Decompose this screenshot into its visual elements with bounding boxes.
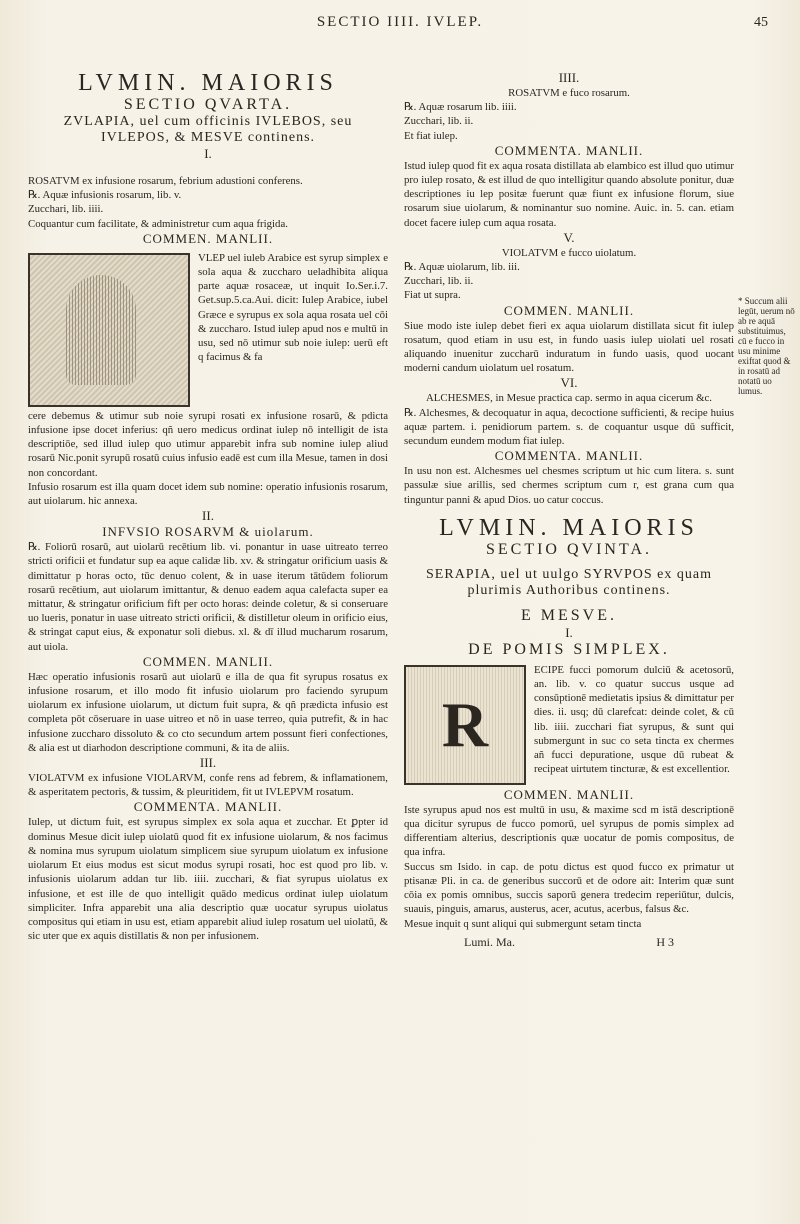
initial-letter: R (441, 688, 489, 760)
paragraph: VIOLATVM ex infusione VIOLARVM, confe rens ad febrem, & inflamationem, & asperitatem pectoris, & tussim, & pleuritidem, fit ut IVLEPVM rosatum. (28, 772, 388, 799)
entry-number: II. (202, 508, 214, 524)
paragraph: ℞. Aquæ rosarum lib. iiii. (404, 101, 517, 114)
paragraph: In usu non est. Alchesmes uel chesmes scriptum ut hic cum litera. s. sunt passulæ siue arillis, sed chermes scriptum cum r, est grana cum qua tinguntur panni & apud Dios. uo catur coccus. (404, 465, 734, 506)
paragraph: Zucchari, lib. ii. (404, 275, 474, 288)
section-desc-1: ZVLAPIA, uel cum officinis IVLEBOS, seu (63, 114, 353, 129)
right-column (404, 70, 734, 950)
folio-number: 45 (754, 15, 768, 30)
paragraph: Hæc operatio infusionis rosarū aut uiolarū e illa de qua fit syrupus rosatus ex infusione rosarum, et illo modo fit infusio uiolarum pro faciendo syrupum uiolarum ex infusione uiolarum, ut dictum fuit supra, & qñ prædicta infusio est completa pōt cōseruare in uase uitreo et nō in uase terreo, quia putrefit, & in hac infusione zuccharo dissoluto & co cto secundum artem possunt fieri confectiones, & alia est ut diarhodon descriptione communi, & ita de aliis. (28, 670, 388, 754)
recipe-heading: DE POMIS SIMPLEX. (468, 640, 670, 658)
paragraph: ECIPE fucci pomorum dulciū & acetosorū, an. lib. v. co quatur succus usque ad consūptionē medietatis ipsius & dimittatur per dies. ii. usq; dū clarefcat: deinde colet, & cū lib. iiii. zucchari fiat syrupus, & sunt qui submergunt in suc co seta tincta ex chermes añ fucci depuratione, usque dū rubeat & recipeat uirtutem tincturæ, & est excellentior. (534, 663, 735, 776)
section-title-main: LVMIN. MAIORIS (78, 70, 338, 96)
paragraph: Coquantur cum facilitate, & administretur cum aqua frigida. (28, 217, 288, 230)
commentary-heading: COMMEN. MANLII. (503, 786, 635, 802)
commentary-heading: COMMEN. MANLII. (142, 230, 274, 246)
woodcut-illustration (28, 253, 190, 407)
paragraph: cere debemus & utimur sub noie syrupi rosati ex infusione rosarū, & pdicta infusione ipse docet inferius: qñ uero medicus ordinat iulep nō intelligit de ista descriptiōe, sed illud iulep quo utimur apparebit infra sub nomine iulep aliud rosarū Nic.ponit syrupū rosatū cuius infusio eadē est cum illa Mesue, tamen in dosi non concordant. (28, 409, 388, 479)
paragraph: Zucchari, lib. iiii. (28, 203, 104, 216)
entry-number: IIII. (558, 70, 580, 85)
paragraph: VLEP uel iuleb Arabice est syrup simplex e sola aqua & zuccharo ueladhibita aliqua parte aquæ rosaceæ, ut inquit Io.Ser.i.7. Get.sup.5.ca.Aui. dicit: Iulep Arabice, iubel Græce e syrupus ex sola aqua rosata uel cōi & zuccharo. Istud iulep apud nos e multū in usu, sed nō utimur sub noie iulep: uerū eft q facimus & fa (198, 251, 388, 364)
paragraph: ℞. Foliorū rosarū, aut uiolarū recētium lib. vi. ponantur in uase uitreato terreo stricti orificii et fundatur sup ea aque calidæ lib. xv. & stringatur orificium uasis & dimittatur p horas octo, tūc denuo colent, & in uase iterum tātūdem foliorum rosarū recētium, aut uiolarum imittantur, & denuo eadem aqua calefacta super ea mittatur, & stringatur orificium fift per octo horas: deinde coletur, & si conseruare uo lueris, ponatur in uase uitreato stricti orificii, & distilletur oleum in orificio eius, & stringat caput eius, & exponatur soli diebus. xl. & dī illud mucharum rosarum, aut uiola. (28, 541, 388, 653)
paragraph: ALCHESMES, in Mesue practica cap. sermo in aqua cicerum &c. (425, 392, 713, 405)
paragraph: Iste syrupus apud nos est multū in usu, & maxime scd m istā descriptionē qua dicitur syrupus de fucco pomorū, uel syrupus de pomis simplex ad differentiam alterius, descriptionis quæ uocatur de pomis compositus, de qua infra. (404, 803, 734, 859)
catchword: Lumi. Ma. (464, 934, 515, 949)
margin-note: * Succum alii legūt, uerum nō ab re aquā substituimus, cū e fucco in usu minime exiftat quod & in rosatū ad notatū uo lumus. (738, 296, 795, 396)
paragraph: Siue modo iste iulep debet fieri ex aqua uiolarum distillata sicut fit iulep rosatum, quod etiam in usu est, in fundo uasis iulep uiolati uel rosati aliquando inuenitur zuccharū induratum in fundo uasis, quod uocant moderni candum uiolatum uel rosatum. (404, 319, 734, 375)
commentary-heading: COMMEN. MANLII. (503, 302, 635, 318)
entry-number: V. (563, 229, 575, 245)
left-column (28, 70, 388, 943)
paragraph: ℞. Aquæ uiolarum, lib. iii. (404, 261, 520, 274)
paragraph: ROSATVM e fuco rosarum. (508, 87, 630, 99)
section-desc-2: IVLEPOS, & MESVE continens. (100, 130, 316, 145)
running-head: SECTIO IIII. IVLEP. (316, 14, 484, 30)
commentary-heading: COMMENTA. MANLII. (494, 142, 644, 158)
signature-mark: H 3 (656, 934, 674, 949)
paragraph: Fiat ut supra. (404, 289, 461, 302)
section-title-main: LVMIN. MAIORIS (439, 514, 699, 541)
entry-number: I. (565, 624, 573, 640)
section-subtitle: SECTIO QVINTA. (485, 540, 653, 558)
commentary-heading: COMMENTA. MANLII. (494, 448, 644, 464)
paragraph: Succus sm Isido. in cap. de potu dictus est quod fucco ex primatur ut ptisanæ Pli. in ca. de generibus succorū et de odore ait: Interim quæ sunt cōia ex pomis omnibus, succis saporū genera tredecim reperiūtur, dulcis, suauis, pinguis, amarus, austerus, acer, acutus, acerbus, falsus &c. (404, 860, 734, 916)
paragraph: Iulep, ut dictum fuit, est syrupus simplex ex sola aqua et zucchar. Et ꝑpter id dominus Mesue dicit iulep uiolatū quod fit ex infusione uiolarum, & nos facimus & nomina mus syrupum uiolatum simplicem siue syrupum uiolatum ex infusione uiolarum Et eius modus est sicut modus syrupi rosati, hoc est quod pro lib. v. infusionis uiolarum addan tur lib. iiii. zucchari, & fiat syrupus uiolatus ex infusione, et est ille de quo intelligit quādo medicus ordinat iulep uiolatum simpliciter. Infra apparebit una alia descriptio quæ uocatur syrupus uiolatus compositus qui etiam in usu est, etiam apparebit aliud iulep rosatum uel uiolatū, & sic uter que ex aquis distillatis & non per infusionem. (28, 816, 388, 943)
decorated-initial (404, 665, 526, 785)
commentary-heading: COMMEN. MANLII. (142, 653, 274, 669)
paragraph: Istud iulep quod fit ex aqua rosata distillata ab elambico est illud quo utimur pro iulep rosato, & est illud de quo intelligitur quando absolute ponitur, duæ descriptiones iu lep positæ fuerunt quæ fiunt ex infusione florum, siue rosarum siue uiolarum, & nominantur suo nomine. Auic. in. 5. can. etiam docet facere iulep cum aqua rosata. (404, 159, 734, 229)
entry-number: I. (204, 146, 212, 161)
paragraph: ROSATVM ex infusione rosarum, febrium adustioni conferens. (28, 175, 303, 187)
paragraph: Mesue inquit q sunt aliqui qui submergunt setam tincta (404, 917, 642, 930)
initial-block (404, 663, 734, 787)
section-desc: SERAPIA, uel ut uulgo SYRVPOS ex quam plurimis Authoribus continens. (426, 566, 712, 598)
author-heading: E MESVE. (521, 606, 617, 624)
paragraph: Zucchari, lib. ii. (404, 115, 474, 128)
entry-number: VI. (560, 375, 578, 391)
paragraph: Infusio rosarum est illa quam docet idem sub nomine: operatio infusionis rosarum, aut uiolarum. hic annexa. (28, 480, 388, 508)
entry-number: III. (199, 755, 217, 771)
recipe-heading: INFVSIO ROSARVM & uiolarum. (102, 524, 314, 540)
section-subtitle: SECTIO QVARTA. (123, 96, 293, 113)
paragraph: ℞. Alchesmes, & decoquatur in aqua, decoctione sufficienti, & recipe huius aquæ partem. i. penidiorum partem. s. de coquantur usque dū sufficit, secundum eundem modum fiat iulep. (404, 406, 734, 448)
woodcut-block (28, 251, 388, 409)
commentary-heading: COMMENTA. MANLII. (133, 799, 283, 815)
paragraph: ℞. Aquæ infusionis rosarum, lib. v. (28, 189, 182, 202)
paragraph: VIOLATVM e fucco uiolatum. (501, 246, 637, 259)
paragraph: Et fiat iulep. (404, 129, 458, 142)
